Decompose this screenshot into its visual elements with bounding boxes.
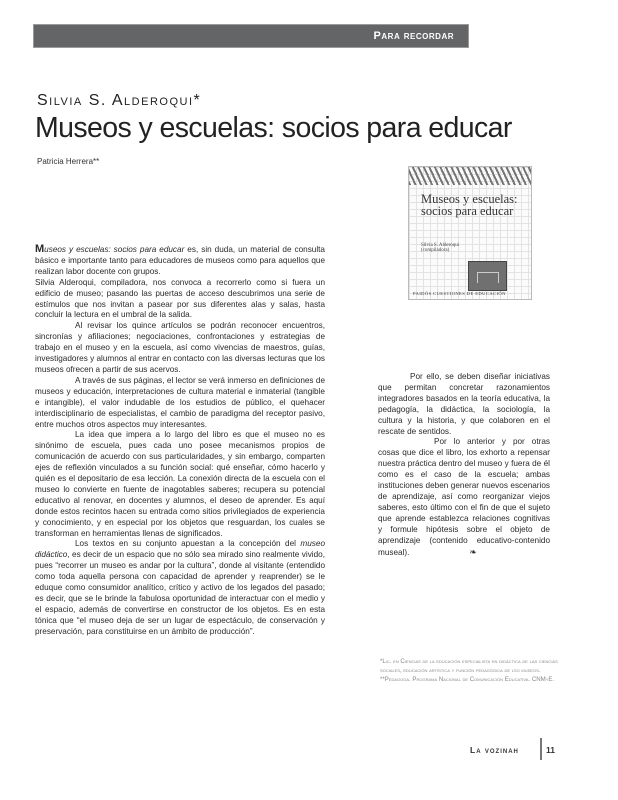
cover-author-role: (compiladora) (421, 248, 450, 253)
paragraph-1 (35, 244, 325, 278)
section-label: Para recordar (373, 30, 454, 42)
cover-title: Museos y escuelas: socios para educar (421, 192, 518, 218)
body-column-left (35, 244, 325, 638)
paragraph-2: Silvia Alderoqui, compiladora, nos convoca a recorrerlo como si fuera un edificio de museo; pasando las puertas de acceso descubrimos una serie de estímulos que nos invitan a pasear por sus diferentes alas y salas, hasta concluir la lectura en el umbral de la salida. (35, 277, 325, 320)
cover-series: PAIDÓS CUESTIONES DE EDUCACIÓN (413, 291, 506, 296)
paragraph-6-text-a: Los textos en su conjunto apuestan a la concepción del (75, 539, 301, 549)
footnotes (380, 658, 560, 684)
cover-author (421, 243, 459, 253)
article-title: Museos y escuelas: socios para educar (35, 112, 512, 144)
footnote-1: *Lic. en Ciencias de la educación especialista en didáctica de las ciencias sociales, educación artística y función pedagógica de lso museos. (380, 658, 558, 674)
end-mark-icon: ❧ (469, 546, 477, 557)
paragraph-7: Por ello, se deben diseñar iniciativas que permitan concretar razonamientos integradores basados en la teoría educativa, la pedagogía, la didáctica, la sociología, la cultura y la historia, y que colaboren en el rescate de sentidos. (378, 372, 550, 436)
paragraph-8 (378, 437, 550, 558)
paragraph-6 (35, 539, 325, 637)
footer-divider (540, 738, 542, 760)
reviewer-name: Patricia Herrera** (37, 157, 100, 166)
book-author: Silvia S. Alderoqui* (37, 92, 202, 109)
cover-author-name: Silvia S. Alderoqui (421, 243, 460, 248)
paragraph-4: A través de sus páginas, el lector se verá inmerso en definiciones de museos y educación, interpretaciones de cultura material e inmaterial (tangible e intangible), el valor indudable de los estudios de público, el quehacer interdisciplinario de especialistas, el cambio de paradigma del receptor pasivo, entre muchos otros aspectos muy interesantes. (35, 375, 325, 429)
paragraph-1-text: es, sin duda, un material de consulta básico e importante tanto para educadores de museos como para aquellos que realizan labor docente con grupos. (35, 245, 325, 276)
cover-emblem-icon (468, 261, 507, 291)
book-title-italic: useos y escuelas: socios para educar (44, 245, 185, 254)
paragraph-8-text: Por lo anterior y por otras cosas que dice el libro, los exhorto a repensar nuestra práctica dentro del museo y fuera de él como es el caso de la escuela; ambas instituciones deben generar nuevos escenarios de aprendizaje, así como reorganizar viejos saberes, esto último con el fin de que el sujeto que aprende establezca relaciones cognitivas y formule hipótesis sobre el objeto de aprendizaje (contenido educativo-contenido museal). (378, 437, 550, 557)
body-column-right (378, 372, 550, 558)
book-cover-image (408, 166, 532, 300)
section-header-bar (33, 24, 469, 48)
drop-cap: M (35, 243, 45, 255)
museo-didactico-italic: museo didáctico (35, 539, 325, 560)
cover-scribble-decoration (409, 167, 531, 185)
paragraph-5: La idea que impera a lo largo del libro es que el museo no es sinónimo de escuela, pues cada uno posee mecanismos propios de comunicación de acuerdo con sus particularidades, y sin embargo, comparten ejes de reflexión vinculados a su función social: qué enseñar, cómo hacerlo y quién es el depositario de esa lección. La conexión directa de la escuela con el museo lo convierte en fuente de inagotables saberes; recupera su potencial educativo al renovar, en docentes y alumnos, el deseo de aprender. Es aquí donde estos recintos hacen su entrada como sitios privilegiados de experiencia y conocimiento, y en especial por los objetos que resguardan, los cuales se transforman en herramientas llenas de significados. (35, 430, 325, 538)
magazine-name: La vozinah (470, 745, 519, 755)
paragraph-6-text-b: , es decir de un espacio que no sólo sea mirado sino realmente vivido, pues “recorrer un museo es andar por la cultura”, donde al visitante (entendido como toda aquella persona con capacidad de aprender y reaprender) se le eduque como consumidor analítico, crítico y activo de los legados del pasado; es decir, que se le brinde la fabulosa oportunidad de interactuar con el medio y el espacio, además de convertirse en constructor de los objetos. Es en esta tónica que “el museo deja de ser un lugar de espectáculo, de conservación y preservación, para constituirse en un ámbito de producción”. (35, 550, 325, 636)
page-number: 11 (546, 745, 555, 755)
paragraph-3: Al revisar los quince artículos se podrán reconocer encuentros, sincronías y afiliaciones; negociaciones, confrontaciones y estrategias de trabajo en el museo y en la escuela, así como vivencias de maestros, guías, investigadores y alumnos al entrar en contacto con las diversas lecturas que los museos ofrecen a partir de sus acervos. (35, 321, 325, 374)
footnote-2: **Pedagoga. Programa Nacional de Comunicación Educativa. CNMyE. (380, 675, 555, 683)
